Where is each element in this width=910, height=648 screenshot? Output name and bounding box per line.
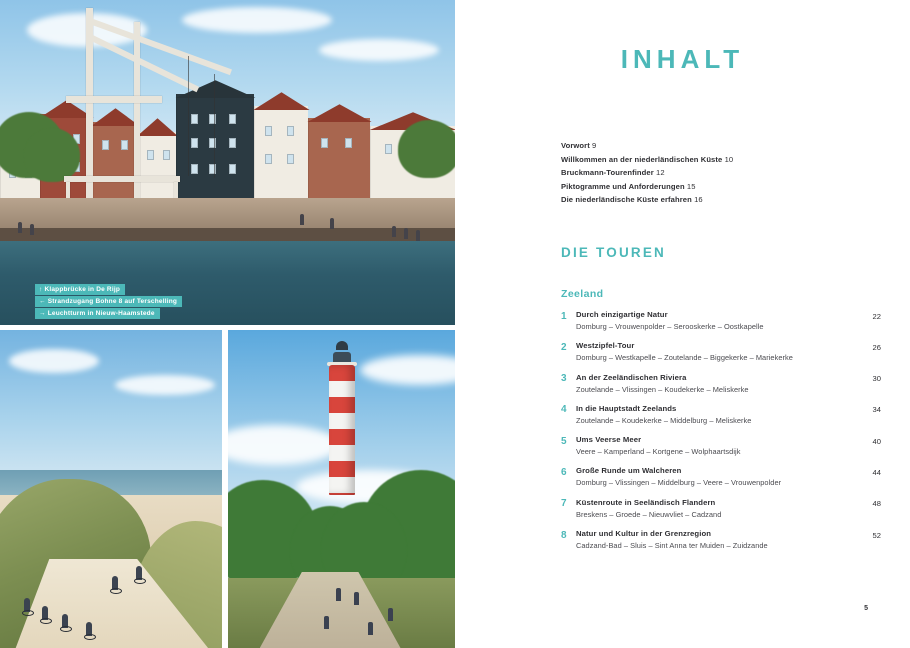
cyclist — [136, 566, 142, 580]
roof — [91, 108, 140, 126]
tour-page-number: 52 — [872, 530, 881, 540]
person — [354, 592, 359, 605]
table-of-contents-page — [455, 0, 910, 648]
tour-places: Veere – Kamperland – Kortgene – Wolphaartsdijk — [576, 447, 741, 457]
cloud — [319, 39, 439, 61]
list-item — [561, 466, 881, 489]
tours-section-heading: DIE TOUREN — [561, 245, 667, 260]
person — [330, 218, 334, 229]
front-matter-item — [561, 193, 861, 207]
list-item — [561, 310, 881, 333]
lighthouse-tower — [329, 365, 355, 495]
front-matter-label: Bruckmann-Tourenfinder — [561, 168, 654, 178]
front-matter-list — [561, 139, 861, 207]
tour-title: In die Hauptstadt Zeelands — [576, 403, 677, 413]
front-matter-item — [561, 139, 861, 153]
cyclist — [368, 622, 373, 635]
tree — [398, 120, 455, 178]
photo-captions — [35, 284, 182, 319]
front-matter-item — [561, 166, 861, 180]
tour-places: Zoutelande – Koudekerke – Middelburg – Meliskerke — [576, 415, 752, 425]
house — [92, 122, 138, 198]
cloud — [9, 349, 99, 373]
tour-number: 2 — [561, 341, 567, 353]
dunes-beach-cyclists-photo — [0, 330, 222, 648]
list-item — [561, 529, 881, 552]
tour-number: 3 — [561, 373, 567, 385]
tour-places: Breskens – Groede – Nieuwvliet – Cadzand — [576, 509, 722, 519]
roof — [307, 104, 372, 122]
tour-number: 6 — [561, 466, 567, 478]
list-item — [561, 435, 881, 458]
region-heading: Zeeland — [561, 288, 604, 300]
tree — [24, 128, 80, 182]
tour-places: Cadzand-Bad – Sluis – Sint Anna ter Muiden – Zuidzande — [576, 541, 768, 551]
cyclist — [42, 606, 48, 620]
tour-title: Westzipfel-Tour — [576, 341, 635, 351]
tour-places: Domburg – Westkapelle – Zoutelande – Biggekerke – Mariekerke — [576, 353, 793, 363]
person — [336, 588, 341, 601]
tour-number: 8 — [561, 529, 567, 541]
front-matter-label: Piktogramme und Anforderungen — [561, 181, 685, 191]
list-item — [561, 404, 881, 427]
person — [416, 230, 420, 241]
lighthouse-photo — [228, 330, 455, 648]
quay-edge — [0, 228, 455, 241]
bridge-cable — [214, 74, 215, 178]
tour-title: Ums Veerse Meer — [576, 435, 642, 445]
person — [300, 214, 304, 225]
cyclist — [324, 616, 329, 629]
bridge-crossbeam — [66, 96, 162, 103]
caption-bottom-left-photo: ← Strandzugang Bohne 8 auf Terschelling — [35, 296, 182, 307]
tour-list — [561, 310, 881, 560]
tour-places: Domburg – Vrouwenpolder – Serooskerke – Oostkapelle — [576, 322, 764, 331]
tour-page-number: 44 — [872, 467, 881, 477]
tour-title: Küstenroute in Seeländisch Flandern — [576, 497, 716, 507]
bridge-mast — [134, 22, 140, 222]
tour-places: Domburg – Vlissingen – Middelburg – Veere – Vrouwenpolder — [576, 478, 782, 488]
person — [30, 224, 34, 235]
tour-number: 1 — [561, 310, 567, 322]
cyclist — [112, 576, 118, 590]
person — [404, 228, 408, 239]
front-matter-label: Die niederländische Küste erfahren — [561, 195, 692, 205]
front-matter-label: Willkommen an der niederländischen Küste — [561, 154, 723, 164]
bridge-cable — [188, 56, 189, 176]
front-matter-page: 16 — [694, 195, 703, 205]
person — [18, 222, 22, 233]
front-matter-label: Vorwort — [561, 141, 590, 150]
cyclist — [62, 614, 68, 628]
roof — [253, 92, 310, 110]
tour-places: Zoutelande – Vlissingen – Koudekerke – Meliskerke — [576, 384, 749, 394]
cyclist — [86, 622, 92, 636]
front-matter-page: 12 — [656, 168, 665, 178]
cyclist — [24, 598, 30, 612]
lighthouse-cap — [336, 341, 348, 350]
caption-bottom-right-photo: → Leuchtturm in Nieuw-Haamstede — [35, 308, 160, 319]
tour-title: Natur und Kultur in der Grenzregion — [576, 529, 712, 539]
tour-page-number: 34 — [872, 405, 881, 415]
tour-page-number: 40 — [872, 436, 881, 446]
page-number: 5 — [864, 605, 868, 612]
house — [308, 118, 370, 198]
front-matter-page: 15 — [686, 181, 696, 191]
list-item — [561, 341, 881, 364]
tour-page-number: 48 — [872, 499, 881, 509]
tour-number: 5 — [561, 435, 567, 447]
front-matter-item — [561, 153, 861, 167]
page-title: INHALT — [620, 44, 745, 74]
house — [254, 106, 308, 198]
tour-page-number: 22 — [872, 311, 881, 321]
roof — [137, 118, 178, 136]
cyclist — [388, 608, 393, 621]
list-item — [561, 373, 881, 396]
tour-title: Große Runde um Walcheren — [576, 466, 682, 476]
list-item — [561, 498, 881, 521]
bridge-deck — [64, 176, 180, 182]
cloud — [182, 7, 332, 33]
caption-top-photo: ↑ Klappbrücke in De Rijp — [35, 284, 125, 295]
tour-page-number: 26 — [872, 342, 881, 352]
front-matter-page: 9 — [592, 141, 597, 150]
canal-town-drawbridge-photo — [0, 0, 455, 325]
tour-number: 7 — [561, 498, 567, 510]
front-matter-page: 10 — [724, 154, 734, 164]
tour-title: Durch einzigartige Natur — [576, 310, 668, 319]
house — [138, 132, 176, 198]
cloud — [115, 375, 215, 395]
front-matter-item — [561, 180, 861, 194]
tour-number: 4 — [561, 404, 567, 416]
tour-page-number: 30 — [872, 374, 881, 384]
tour-title: An der Zeeländischen Riviera — [576, 372, 687, 382]
person — [392, 226, 396, 237]
